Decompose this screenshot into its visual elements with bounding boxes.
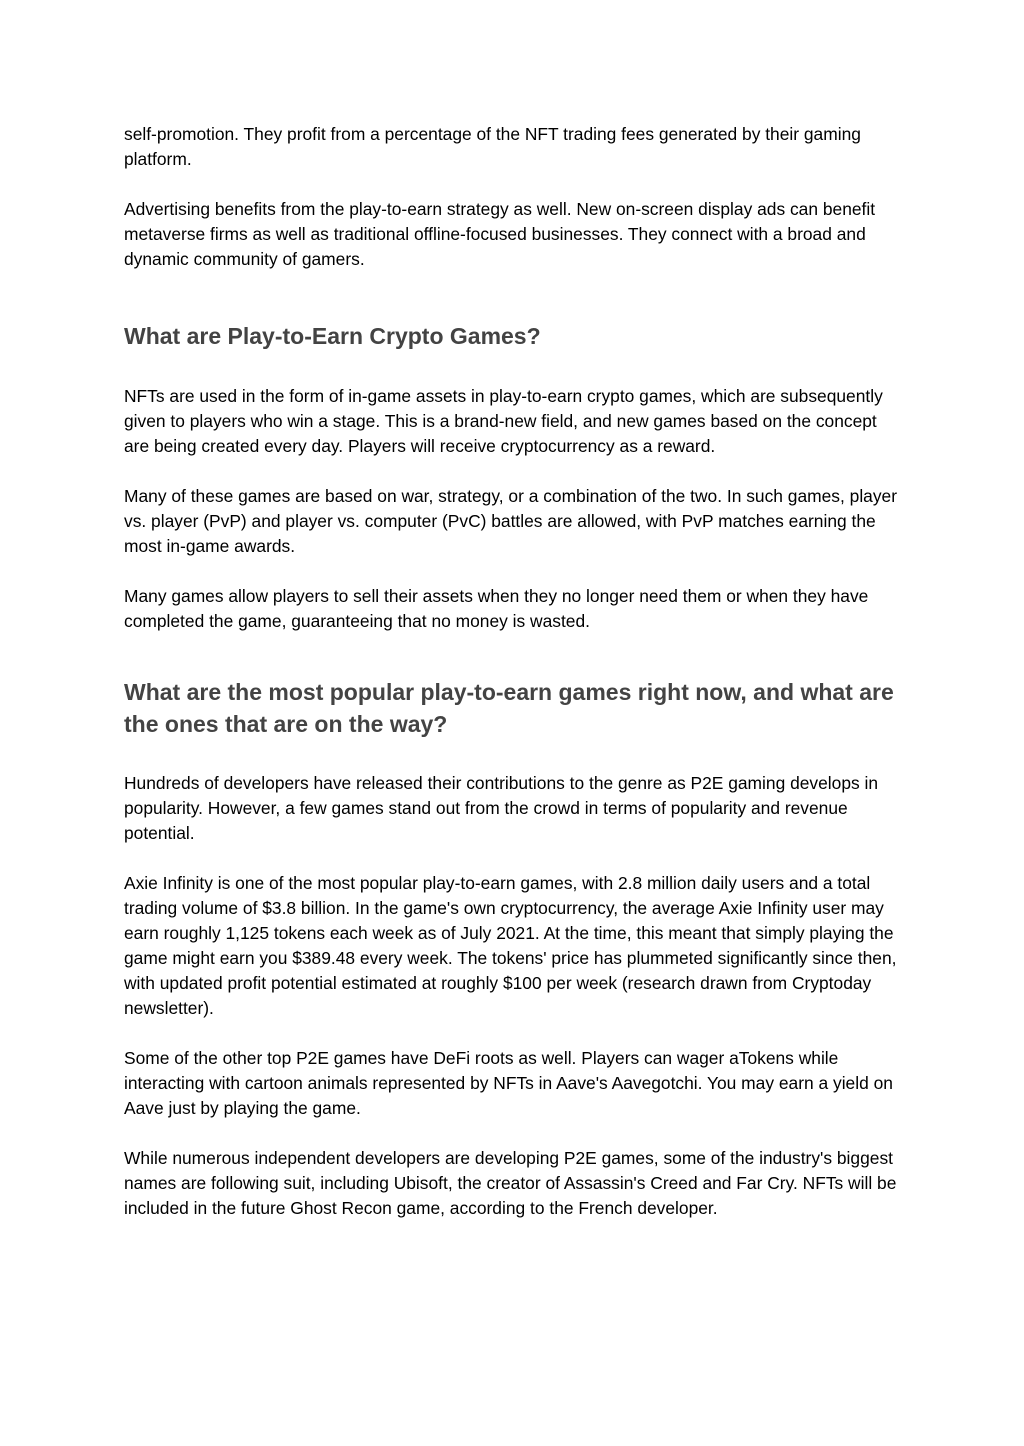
section-heading-play-to-earn: What are Play-to-Earn Crypto Games?: [124, 323, 541, 349]
section1-paragraph-1: NFTs are used in the form of in-game assets in play-to-earn crypto games, which are subsequently given to players who win a stage. This is a brand-new field, and new games based on the concept are being created every day. Players will receive cryptocurrency as a reward.: [124, 386, 883, 456]
section1-paragraph-2: Many of these games are based on war, strategy, or a combination of the two. In such games, player vs. player (PvP) and player vs. computer (PvC) battles are allowed, with PvP matches earning the most in-game awards.: [124, 486, 898, 556]
section2-paragraph-4: While numerous independent developers are developing P2E games, some of the industry's biggest names are following suit, including Ubisoft, the creator of Assassin's Creed and Far Cry. NFTs will be included in the future Ghost Recon game, according to the French developer.: [124, 1148, 897, 1218]
section-heading-popular-games: What are the most popular play-to-earn games right now, and what are the ones that are on the way?: [124, 679, 894, 737]
document-page: [124, 122, 904, 1246]
section2-paragraph-1: Hundreds of developers have released their contributions to the genre as P2E gaming develops in popularity. However, a few games stand out from the crowd in terms of popularity and revenue potential.: [124, 773, 879, 843]
intro-paragraph-2: Advertising benefits from the play-to-earn strategy as well. New on-screen display ads can benefit metaverse firms as well as traditional offline-focused businesses. They connect with a broad and dynamic community of gamers.: [124, 199, 876, 269]
intro-paragraph-1: self-promotion. They profit from a percentage of the NFT trading fees generated by their gaming platform.: [124, 124, 861, 169]
section1-paragraph-3: Many games allow players to sell their assets when they no longer need them or when they have completed the game, guaranteeing that no money is wasted.: [124, 586, 869, 631]
section2-paragraph-3: Some of the other top P2E games have DeFi roots as well. Players can wager aTokens while interacting with cartoon animals represented by NFTs in Aave's Aavegotchi. You may earn a yield on Aave just by playing the game.: [124, 1048, 893, 1118]
section2-paragraph-2: Axie Infinity is one of the most popular play-to-earn games, with 2.8 million daily users and a total trading volume of $3.8 billion. In the game's own cryptocurrency, the average Axie Infinity user may earn roughly 1,125 tokens each week as of July 2021. At the time, this meant that simply playing the game might earn you $389.48 every week. The tokens' price has plummeted significantly since then, with updated profit potential estimated at roughly $100 per week (research drawn from Cryptoday newsletter).: [124, 873, 897, 1018]
